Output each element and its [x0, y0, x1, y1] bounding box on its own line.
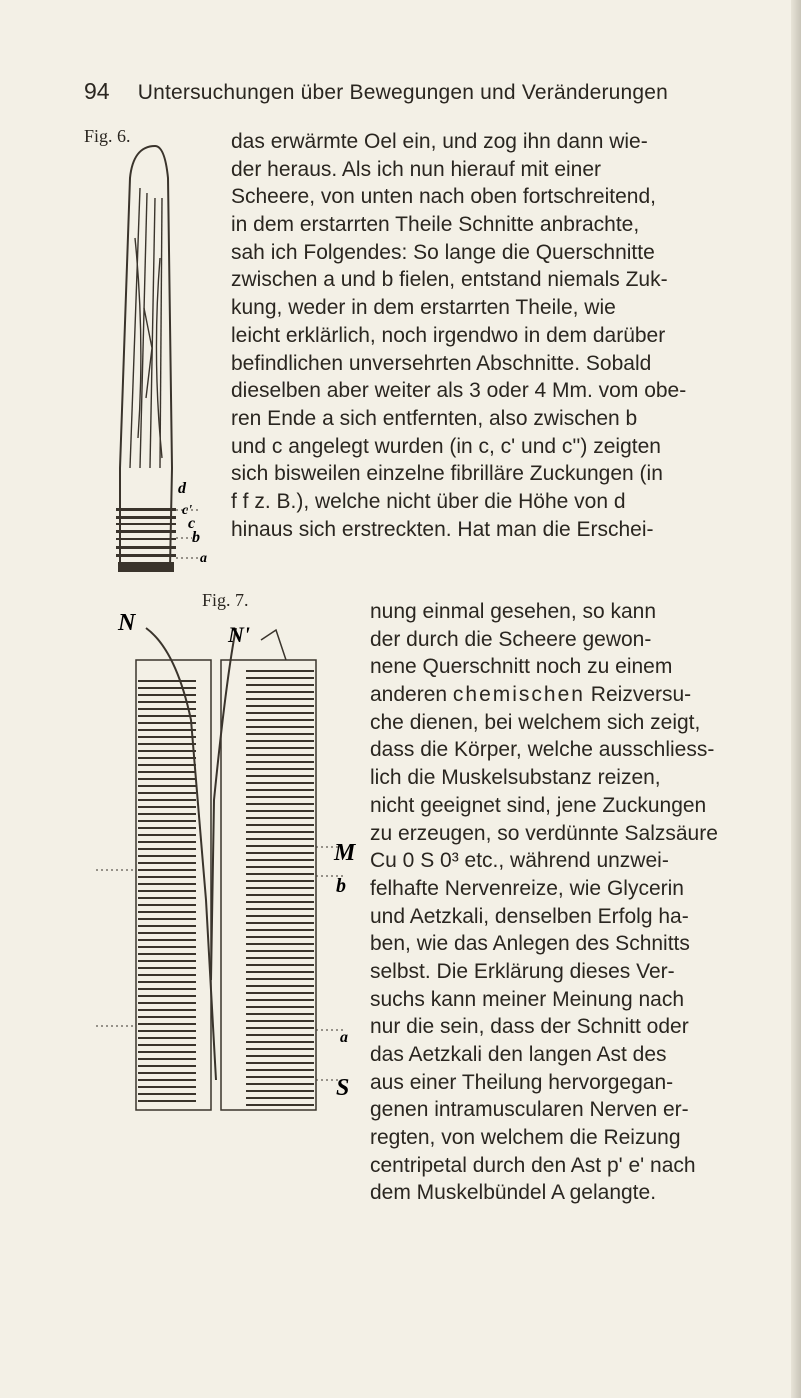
text-line: ren Ende a sich entfernten, also zwischen b [231, 406, 638, 430]
striation-line [246, 831, 314, 833]
text-line: selbst. Die Erklärung dieses Ver- [370, 959, 675, 983]
striation-line [246, 859, 314, 861]
striation-line [138, 953, 196, 955]
striation-line [138, 890, 196, 892]
fig7-letter-N1: N' [228, 622, 250, 647]
striation-line [138, 701, 196, 703]
striation-line [246, 817, 314, 819]
striation-line [138, 806, 196, 808]
fig6-letter-b: b [192, 529, 200, 546]
striation-line [246, 887, 314, 889]
fig6-illustration [100, 138, 210, 578]
striation-line [138, 764, 196, 766]
fig7-letter-N: N [118, 610, 136, 636]
text-line: lich die Muskelsubstanz reizen, [370, 766, 661, 790]
text-line: f f z. B.), welche nicht über die Höhe von d [231, 489, 626, 513]
striation-line [138, 785, 196, 787]
striation-line [138, 1037, 196, 1039]
striation-line [246, 740, 314, 742]
striation-line [138, 1100, 196, 1102]
striation-line [246, 1041, 314, 1043]
striation-line [246, 915, 314, 917]
striation-line [138, 778, 196, 780]
striation-line [246, 1006, 314, 1008]
striation-line [138, 687, 196, 689]
striation-line [246, 1062, 314, 1064]
text-line: zwischen a und b fielen, entstand niemals Zuk- [231, 268, 668, 292]
text-line: zu erzeugen, so verdünnte Salzsäure [370, 821, 718, 845]
text-line: che dienen, bei welchem sich zeigt, [370, 710, 701, 734]
fig7-letter-b: b [336, 875, 346, 897]
striation-line [138, 820, 196, 822]
striation-line [246, 964, 314, 966]
text-line: genen intramuscularen Nerven er- [370, 1098, 689, 1122]
text-line: suchs kann meiner Meinung nach [370, 987, 685, 1011]
striation-line [246, 922, 314, 924]
text-line: befindlichen unversehrten Abschnitte. Sobald [231, 351, 652, 375]
striation-line [246, 845, 314, 847]
striation-line [138, 813, 196, 815]
striation-line [246, 943, 314, 945]
striation-line [246, 747, 314, 749]
striation-line [138, 1079, 196, 1081]
striation-line [246, 1048, 314, 1050]
striation-line [246, 761, 314, 763]
fig7-label: Fig. 7. [202, 590, 249, 610]
striation-line [246, 824, 314, 826]
striation-line [138, 939, 196, 941]
striation-line [246, 1104, 314, 1106]
striation-line [138, 694, 196, 696]
striation-line [246, 908, 314, 910]
striation-line [246, 754, 314, 756]
striation-line [246, 1055, 314, 1057]
striation-line [246, 691, 314, 693]
striation-line [246, 803, 314, 805]
striation-line [138, 946, 196, 948]
text-line: in dem erstarrten Theile Schnitte anbrachte, [231, 213, 640, 237]
striation-line [138, 960, 196, 962]
striation-line [138, 1065, 196, 1067]
fig7-letter-M: M [334, 840, 356, 866]
text-line: dass die Körper, welche ausschliess- [370, 738, 715, 762]
page-number: 94 [84, 78, 110, 104]
striation-line [246, 1013, 314, 1015]
striation-line [246, 684, 314, 686]
striation-line [246, 950, 314, 952]
striation-line [246, 712, 314, 714]
striation-line [138, 1044, 196, 1046]
text-line: hinaus sich erstreckten. Hat man die Erschei- [231, 517, 654, 541]
striation-line [246, 1027, 314, 1029]
striation-line [138, 771, 196, 773]
text-line: das Aetzkali den langen Ast des [370, 1043, 667, 1066]
striation-line [138, 1093, 196, 1095]
striation-line [246, 1090, 314, 1092]
fig7-striations-right [246, 670, 314, 1106]
fig6-letter-d: d [178, 480, 186, 497]
striation-line [246, 929, 314, 931]
fig6-letter-c: c [188, 515, 196, 532]
body-text-top [231, 128, 686, 543]
striation-line [138, 841, 196, 843]
text-line: und Aetzkali, denselben Erfolg ha- [370, 904, 689, 928]
striation-line [246, 775, 314, 777]
striation-line [246, 999, 314, 1001]
fig7-side-letters [330, 830, 360, 1120]
striation-line [246, 698, 314, 700]
striation-line [246, 985, 314, 987]
text-line: sich bisweilen einzelne fibrilläre Zuckungen (in [231, 462, 663, 486]
text-line: aus einer Theilung hervorgegan- [370, 1070, 674, 1094]
text-line: und c angelegt wurden (in c, c' und c'') zeigten [231, 434, 661, 458]
fig7-letter-S: S [336, 1075, 350, 1101]
striation-line [138, 918, 196, 920]
page-header [84, 78, 744, 105]
striation-line [246, 789, 314, 791]
striation-line [246, 733, 314, 735]
text-line: leicht erklärlich, noch irgendwo in dem darüber [231, 323, 666, 347]
text-line: nicht geeignet sind, jene Zuckungen [370, 793, 707, 817]
striation-line [138, 911, 196, 913]
striation-line [138, 715, 196, 717]
striation-line [138, 827, 196, 829]
striation-line [246, 978, 314, 980]
text-line: der durch die Scheere gewon- [370, 627, 652, 651]
striation-line [246, 971, 314, 973]
striation-line [138, 680, 196, 682]
fig6-letter-c1: c' [182, 503, 193, 518]
striation-line [138, 988, 196, 990]
text-line: anderen chemischen Reizversu- [370, 683, 692, 707]
striation-line [138, 904, 196, 906]
striation-line [138, 792, 196, 794]
text-line: das erwärmte Oel ein, und zog ihn dann wie- [231, 130, 648, 153]
striation-line [138, 967, 196, 969]
striation-line [246, 1076, 314, 1078]
text-line: sah ich Folgendes: So lange die Querschnitte [231, 240, 655, 264]
striation-line [138, 862, 196, 864]
striation-line [138, 1086, 196, 1088]
striation-line [138, 925, 196, 927]
striation-line [138, 1023, 196, 1025]
striation-line [246, 677, 314, 679]
striation-line [138, 1002, 196, 1004]
striation-line [246, 1069, 314, 1071]
fig6-letter-a: a [200, 551, 207, 566]
striation-line [246, 719, 314, 721]
striation-line [138, 932, 196, 934]
striation-line [138, 1009, 196, 1011]
text-line: Cu 0 S 0³ etc., während unzwei- [370, 849, 669, 873]
striation-line [138, 876, 196, 878]
striation-line [138, 834, 196, 836]
striation-line [246, 670, 314, 672]
striation-line [138, 855, 196, 857]
striation-line [138, 1030, 196, 1032]
text-line: regten, von welchem die Reizung [370, 1126, 681, 1150]
striation-line [138, 757, 196, 759]
striation-line [138, 729, 196, 731]
striation-line [246, 1083, 314, 1085]
striation-line [246, 894, 314, 896]
running-title: Untersuchungen über Bewegungen und Veränderungen [137, 81, 669, 104]
text-line: nur die sein, dass der Schnitt oder [370, 1015, 689, 1039]
text-line: Scheere, von unten nach oben fortschreitend, [231, 185, 656, 209]
text-line: ben, wie das Anlegen des Schnitts [370, 932, 690, 956]
striation-line [138, 743, 196, 745]
striation-line [246, 782, 314, 784]
striation-line [138, 736, 196, 738]
striation-line [138, 1058, 196, 1060]
striation-line [246, 838, 314, 840]
striation-line [246, 796, 314, 798]
fig7-striations-left [138, 680, 196, 1102]
striation-line [138, 799, 196, 801]
striation-line [246, 1034, 314, 1036]
page-edge [791, 0, 801, 1398]
striation-line [246, 866, 314, 868]
striation-line [138, 722, 196, 724]
striation-line [138, 995, 196, 997]
striation-line [246, 880, 314, 882]
striation-line [246, 705, 314, 707]
striation-line [138, 1072, 196, 1074]
striation-line [246, 957, 314, 959]
striation-line [138, 848, 196, 850]
striation-line [246, 726, 314, 728]
striation-line [138, 1051, 196, 1053]
striation-line [246, 1020, 314, 1022]
text-line: kung, weder in dem erstarrten Theile, wie [231, 296, 616, 320]
striation-line [246, 852, 314, 854]
striation-line [138, 897, 196, 899]
text-line: centripetal durch den Ast p' e' nach [370, 1153, 696, 1177]
striation-line [246, 768, 314, 770]
fig6-label: Fig. 6. [84, 126, 131, 146]
text-line: der heraus. Als ich nun hierauf mit einer [231, 157, 602, 181]
striation-line [246, 1097, 314, 1099]
striation-line [138, 883, 196, 885]
text-line: nene Querschnitt noch zu einem [370, 655, 673, 679]
striation-line [138, 1016, 196, 1018]
striation-line [138, 974, 196, 976]
striation-line [246, 992, 314, 994]
text-line: dieselben aber weiter als 3 oder 4 Mm. vom obe- [231, 379, 687, 403]
fig7-letter-a: a [340, 1029, 348, 1046]
text-line: felhafte Nervenreize, wie Glycerin [370, 876, 684, 900]
striation-line [246, 810, 314, 812]
text-line: dem Muskelbündel A gelangte. [370, 1181, 657, 1205]
striation-line [138, 708, 196, 710]
striation-line [138, 981, 196, 983]
striation-line [246, 873, 314, 875]
text-line: nung einmal gesehen, so kann [370, 600, 657, 623]
spaced-word: chemischen [452, 683, 585, 707]
striation-line [138, 750, 196, 752]
striation-line [246, 901, 314, 903]
fig7-illustration [96, 600, 346, 1115]
striation-line [138, 869, 196, 871]
body-text-bottom [370, 598, 718, 1207]
striation-line [246, 936, 314, 938]
